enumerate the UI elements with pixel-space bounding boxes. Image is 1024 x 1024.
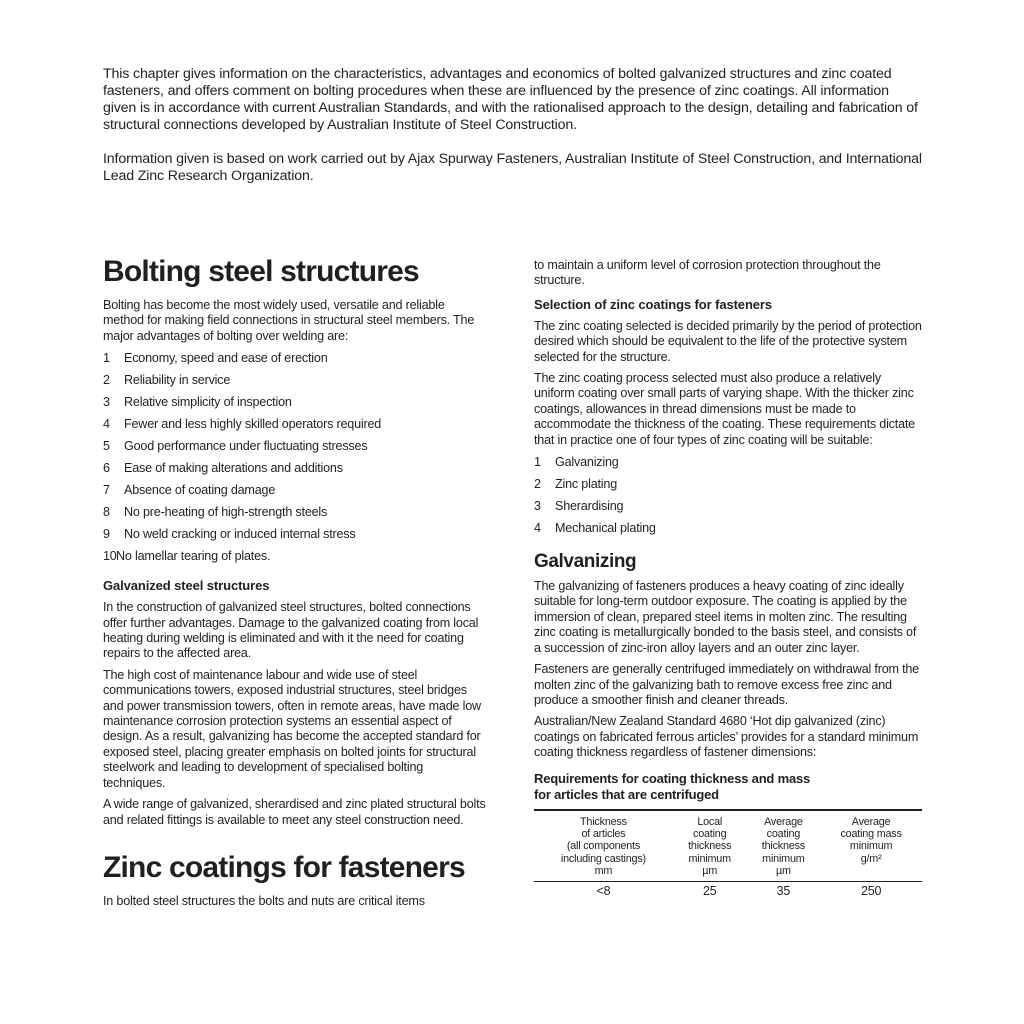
header-average-coating-mass: Average coating mass minimum g/m²: [820, 810, 922, 882]
list-text: Galvanizing: [555, 455, 619, 470]
list-item: [534, 520, 924, 542]
list-number: 3: [534, 499, 541, 514]
list-text: No lamellar tearing of plates.: [116, 549, 271, 564]
table-cell: 25: [702, 883, 717, 898]
list-text: No pre-heating of high-strength steels: [124, 505, 328, 520]
table-title-line-1: Requirements for coating thickness and mass: [534, 770, 811, 786]
table-cell: 250: [860, 883, 882, 898]
list-text: Absence of coating damage: [124, 483, 276, 498]
list-number: 4: [103, 417, 110, 432]
list-number: 6: [103, 461, 110, 476]
list-item: [103, 372, 488, 394]
list-number: 9: [103, 527, 110, 542]
left-column: [103, 254, 488, 915]
list-number: 3: [103, 395, 110, 410]
list-text: Good performance under fluctuating stresses: [124, 439, 368, 454]
list-number: 2: [103, 373, 110, 388]
list-number: 4: [534, 521, 541, 536]
zinc-coatings-paragraph-1: In bolted steel structures the bolts and nuts are critical items: [103, 893, 425, 908]
list-text: Ease of making alterations and additions: [124, 461, 343, 476]
heading-zinc-coatings-for-fasteners: Zinc coatings for fasteners: [103, 850, 465, 884]
list-text: Reliability in service: [124, 373, 231, 388]
list-item: [103, 526, 488, 548]
table-cell: 35: [776, 883, 791, 898]
table-header-row: [534, 810, 922, 882]
list-number: 10: [103, 549, 117, 564]
list-item: [103, 504, 488, 526]
list-text: Sherardising: [555, 499, 624, 514]
list-text: Zinc plating: [555, 477, 618, 492]
table-row: [534, 881, 922, 900]
list-text: Mechanical plating: [555, 521, 656, 536]
list-item: [103, 438, 488, 460]
heading-selection-of-zinc-coatings: Selection of zinc coatings for fasteners: [534, 296, 772, 312]
header-average-coating-thickness: Average coating thickness minimum µm: [747, 810, 821, 882]
list-text: No weld cracking or induced internal stress: [124, 527, 356, 542]
heading-galvanizing: Galvanizing: [534, 551, 637, 573]
right-column: [534, 258, 924, 900]
list-text: Fewer and less highly skilled operators required: [124, 417, 382, 432]
list-item: [103, 394, 488, 416]
galvanizing-paragraph-3: Australian/New Zealand Standard 4680 ‘Hot dip galvanized (zinc) coatings on fabricated ferrous articles’ provides for a standard minimum coating thickness regardless of fastener dimensions:: [534, 714, 919, 760]
list-number: 5: [103, 439, 110, 454]
intro-paragraph-2: Information given is based on work carried out by Ajax Spurway Fasteners, Australian Institute of Steel Construction, and International Lead Zinc Research Organization.: [103, 151, 922, 184]
selection-paragraph-2: The zinc coating process selected must also produce a relatively uniform coating over small parts of varying shape. With the thicker zinc coatings, allowances in thread dimensions must be made to accommodate the thickness of the coating. These requirements dictate that in practice one of four types of zinc coating will be suitable:: [534, 371, 915, 447]
list-number: 1: [534, 455, 541, 470]
galvanized-paragraph-1: In the construction of galvanized steel structures, bolted connections offer further advantages. Damage to the galvanized coating from local heating during welding is eliminated and with it the need for coating repairs to the affected area.: [103, 600, 479, 661]
list-number: 2: [534, 477, 541, 492]
galvanized-paragraph-3: A wide range of galvanized, sherardised and zinc plated structural bolts and related fittings is available to meet any steel construction need.: [103, 797, 486, 827]
galvanizing-paragraph-1: The galvanizing of fasteners produces a heavy coating of zinc ideally suitable for long-term outdoor exposure. The coating is applied by the immersion of clean, prepared steel items in molten zinc. The resulting zinc coating is metallurgically bonded to the basis steel, and consists of a succession of zinc-iron alloy layers and an outer zinc layer.: [534, 579, 917, 655]
list-text: Economy, speed and ease of erection: [124, 351, 328, 366]
list-item: [534, 498, 924, 520]
list-item: [103, 548, 488, 570]
heading-bolting-steel-structures: Bolting steel structures: [103, 255, 419, 288]
list-number: 8: [103, 505, 110, 520]
coating-types-list: [534, 454, 924, 542]
table-title-line-2: for articles that are centrifuged: [534, 786, 719, 802]
list-item: [534, 454, 924, 476]
continuation-paragraph: to maintain a uniform level of corrosion protection throughout the structure.: [534, 258, 881, 288]
bolting-intro-paragraph: Bolting has become the most widely used, versatile and reliable method for making field connections in structural steel members. The major advantages of bolting over welding are:: [103, 298, 475, 343]
header-thickness-of-articles: Thickness of articles (all components including castings) mm: [534, 810, 673, 882]
list-item: [103, 460, 488, 482]
coating-requirements-table: [534, 809, 922, 900]
list-item: [103, 416, 488, 438]
galvanized-paragraph-2: The high cost of maintenance labour and wide use of steel communications towers, exposed industrial structures, steel bridges and power transmission towers, often in remote areas, have made low maintenance corrosion protection systems an essential aspect of design. As a result, galvanizing has become the accepted standard for exposed steel, placing greater emphasis on bolted joints for structural steelwork and leading to development of specialised bolting techniques.: [103, 667, 481, 790]
list-item: [103, 350, 488, 372]
list-number: 1: [103, 351, 110, 366]
advantages-list: [103, 350, 488, 570]
galvanizing-paragraph-2: Fasteners are generally centrifuged immediately on withdrawal from the molten zinc of the galvanizing bath to remove excess free zinc and produce a smoother finish and cleaner threads.: [534, 662, 919, 707]
heading-galvanized-steel-structures: Galvanized steel structures: [103, 578, 270, 594]
list-text: Relative simplicity of inspection: [124, 395, 292, 410]
table-title: [534, 771, 924, 803]
intro-section: [103, 66, 923, 202]
intro-paragraph-1: This chapter gives information on the characteristics, advantages and economics of bolted galvanized structures and zinc coated fasteners, and offers comment on bolting procedures when these are influenced by the presence of zinc coatings. All information given is in accordance with current Australian Standards, and with the rationalised approach to the design, detailing and fabrication of structural connections developed by Australian Institute of Steel Construction.: [103, 66, 918, 133]
list-item: [103, 482, 488, 504]
list-number: 7: [103, 483, 110, 498]
header-local-coating-thickness: Local coating thickness minimum µm: [673, 810, 747, 882]
list-item: [534, 476, 924, 498]
table-cell: <8: [596, 883, 611, 898]
selection-paragraph-1: The zinc coating selected is decided primarily by the period of protection desired which should be equivalent to the life of the protective system selected for the structure.: [534, 318, 922, 364]
